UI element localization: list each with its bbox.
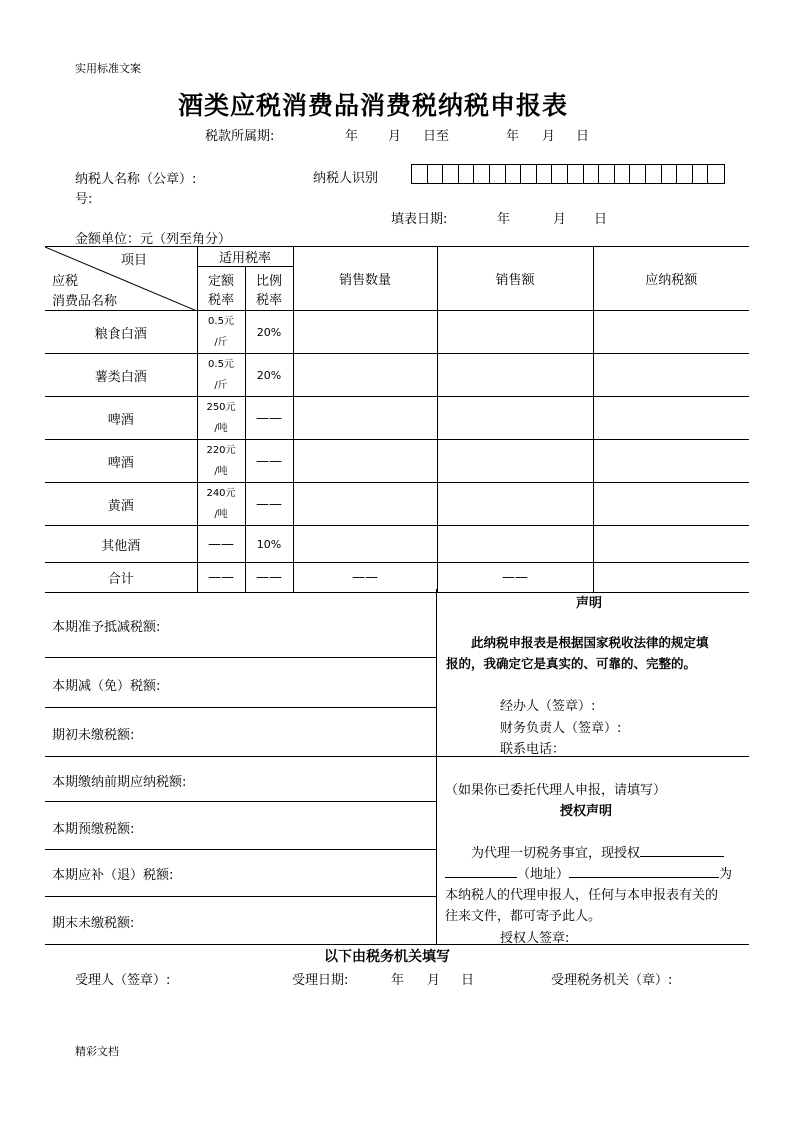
ratio-rate: 20% [245, 354, 293, 397]
finance-sign-label: 财务负责人（签章）: [500, 721, 622, 736]
header-fixed-rate [197, 267, 245, 311]
footer-label: 精彩文档 [75, 1045, 119, 1058]
begin-unpaid-label: 期初未缴税额: [52, 728, 135, 743]
product-name: 啤酒 [45, 440, 197, 483]
page-title: 酒类应税消费品消费税纳税申报表 [178, 91, 569, 120]
divider [45, 896, 436, 897]
receive-day: 日 [461, 973, 475, 988]
deduct-label: 本期准予抵减税额: [52, 620, 161, 635]
period-day-1: 日至 [423, 129, 450, 144]
amount-cell[interactable] [437, 440, 593, 483]
amount-cell[interactable] [437, 311, 593, 354]
tax-cell[interactable] [593, 311, 749, 354]
divider [45, 849, 436, 850]
phone-label: 联系电话： [500, 742, 566, 757]
product-name: 粮食白酒 [45, 311, 197, 354]
paid-prior-label: 本期缴纳前期应纳税额: [52, 775, 187, 790]
end-unpaid-label: 期末未缴税额: [52, 916, 135, 931]
authorization-line-3: 本纳税人的代理申报人，任何与本申报表有关的 [445, 888, 719, 903]
table-row [45, 483, 749, 526]
quantity-cell[interactable] [293, 526, 437, 563]
divider [45, 707, 436, 708]
quantity-cell[interactable] [293, 440, 437, 483]
amount-cell[interactable] [437, 354, 593, 397]
prepaid-label: 本期预缴税额: [52, 822, 135, 837]
declaration-text-1: 此纳税申报表是根据国家税收法律的规定填 [471, 635, 709, 650]
fill-year: 年 [497, 212, 511, 227]
header-label: 实用标准文案 [75, 62, 141, 75]
declaration-title: 声明 [576, 596, 603, 611]
tax-office-label: 受理税务机关（章）: [551, 973, 673, 988]
amount-cell[interactable] [437, 397, 593, 440]
total-quantity: —— [293, 563, 437, 593]
table-row [45, 354, 749, 397]
product-name: 啤酒 [45, 397, 197, 440]
ratio-rate: —— [245, 483, 293, 526]
tax-cell[interactable] [593, 440, 749, 483]
period-year-2: 年 [506, 129, 520, 144]
tax-table [45, 246, 749, 593]
fixed-rate: —— [197, 526, 245, 563]
fixed-rate: 240元 /吨 [197, 483, 245, 526]
fixed-rate: 250元 /吨 [197, 397, 245, 440]
divider [436, 589, 437, 944]
header-ratio-2: 税率 [256, 292, 283, 308]
fill-day: 日 [594, 212, 608, 227]
receive-year: 年 [391, 973, 405, 988]
receive-month: 月 [427, 973, 441, 988]
fill-date-label: 填表日期: [391, 212, 448, 227]
tax-cell[interactable] [593, 526, 749, 563]
header-ratio-1: 比例 [256, 273, 283, 289]
period-day-2: 日 [576, 129, 590, 144]
authorization-title: 授权声明 [560, 804, 613, 819]
table-row [45, 397, 749, 440]
total-amount: —— [437, 563, 593, 593]
period-year-1: 年 [345, 129, 359, 144]
receiver-label: 受理人（签章）: [75, 973, 171, 988]
taxpayer-name-label: 纳税人名称（公章）: [75, 172, 197, 187]
authorizer-sign-label: 授权人签章: [500, 931, 570, 946]
reduce-label: 本期减（免）税额: [52, 679, 161, 694]
fixed-rate: 0.5元 /斤 [197, 354, 245, 397]
fill-month: 月 [553, 212, 567, 227]
tax-cell[interactable] [593, 397, 749, 440]
fixed-rate: 220元 /吨 [197, 440, 245, 483]
ratio-rate: —— [245, 440, 293, 483]
period-label: 税款所属期: [205, 129, 275, 144]
amount-cell[interactable] [437, 483, 593, 526]
authorization-note: （如果你已委托代理人申报，请填写） [445, 783, 667, 798]
declaration-text-2: 报的，我确定它是真实的、可靠的、完整的。 [446, 656, 697, 671]
header-taxable: 应税 [52, 274, 79, 289]
product-name: 其他酒 [45, 526, 197, 563]
period-month-2: 月 [542, 129, 556, 144]
divider [45, 756, 749, 757]
total-row [45, 563, 749, 593]
table-row [45, 440, 749, 483]
header-tax: 应纳税额 [593, 247, 749, 311]
receive-date-label: 受理日期: [292, 973, 349, 988]
supplement-label: 本期应补（退）税额: [52, 868, 174, 883]
total-label: 合计 [45, 563, 197, 593]
ratio-rate: 20% [245, 311, 293, 354]
header-product: 消费品名称 [52, 294, 118, 309]
taxpayer-name-label-cont: 号: [75, 192, 93, 207]
header-fixed-1: 定额 [207, 273, 234, 289]
total-tax[interactable] [593, 563, 749, 593]
authorization-line-1: 为代理一切税务事宜，现授权 [471, 842, 724, 861]
tax-cell[interactable] [593, 354, 749, 397]
agent-sign-label: 经办人（签章）: [500, 699, 596, 714]
header-quantity: 销售数量 [293, 247, 437, 311]
quantity-cell[interactable] [293, 483, 437, 526]
unit-label: 金额单位：元（列至角分） [75, 232, 232, 247]
header-ratio-rate [245, 267, 293, 311]
office-title: 以下由税务机关填写 [324, 949, 450, 965]
product-name: 薯类白酒 [45, 354, 197, 397]
ratio-rate: 10% [245, 526, 293, 563]
period-month-1: 月 [388, 129, 402, 144]
authorization-line-2: （地址） 为 [445, 863, 732, 882]
total-fixed: —— [197, 563, 245, 593]
divider [45, 801, 436, 802]
header-item-cell [45, 247, 197, 311]
product-name: 黄酒 [45, 483, 197, 526]
quantity-cell[interactable] [293, 311, 437, 354]
taxpayer-id-label: 纳税人识别 [313, 171, 379, 186]
fixed-rate: 0.5元 /斤 [197, 311, 245, 354]
authorization-line-4: 往来文件，都可寄予此人。 [445, 909, 602, 924]
header-amount: 销售额 [437, 247, 593, 311]
table-row [45, 526, 749, 563]
taxpayer-id-boxes[interactable] [411, 164, 725, 184]
table-row [45, 311, 749, 354]
header-item: 项目 [121, 253, 148, 268]
quantity-cell[interactable] [293, 354, 437, 397]
quantity-cell[interactable] [293, 397, 437, 440]
ratio-rate: —— [245, 397, 293, 440]
header-rate: 适用税率 [197, 247, 293, 267]
header-fixed-2: 税率 [207, 292, 234, 308]
lower-section [45, 589, 749, 945]
tax-cell[interactable] [593, 483, 749, 526]
total-ratio: —— [245, 563, 293, 593]
amount-cell[interactable] [437, 526, 593, 563]
divider [45, 657, 436, 658]
